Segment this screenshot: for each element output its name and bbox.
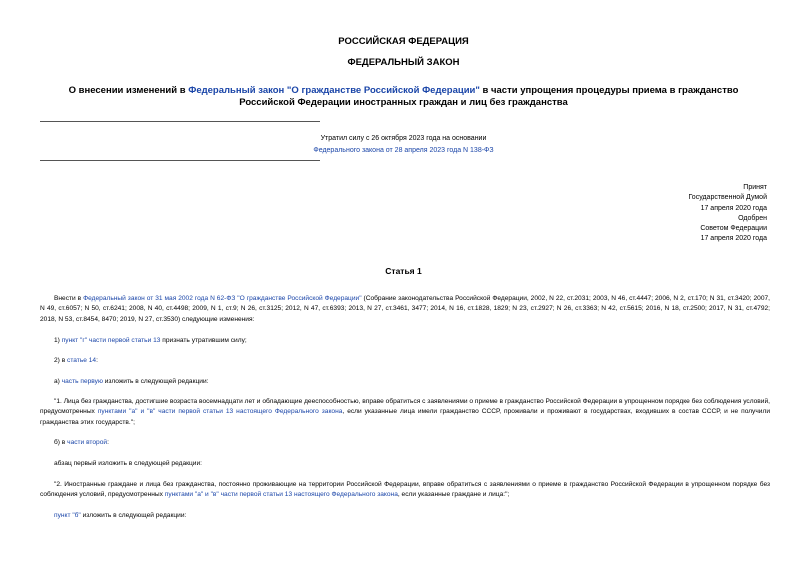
expired-law-link[interactable]: Федерального закона от 28 апреля 2023 года N 138-ФЗ [313,147,494,154]
divider-top [40,121,320,122]
p5-link[interactable]: пунктами "а" и "в" части первой статьи 13 настоящего Федерального закона [97,408,343,416]
p8-prefix: "2. Иностранные граждане и лица без гражданства, постоянно проживающие на территории Российской Федерации, вправе обратиться с заявлениями о приеме в гражданство Российской Федерации в упрощенном порядке без соблюдения условий, предусмотренных [40,481,770,499]
p2-suffix: признать утратившим силу; [160,337,247,344]
p8-link[interactable]: пунктами "а" и "в" части первой статьи 13 настоящего Федерального закона [164,491,398,499]
paragraph-item-a [54,377,754,387]
paragraph-item-b [54,438,754,448]
adopted-by: Государственной Думой [688,194,767,202]
p6-link[interactable]: части второй [67,439,108,446]
divider-bottom [40,160,320,161]
title-suffix: в части упрощения процедуры приема в гражданство Российской Федерации иностранных граждан и лиц без гражданства [239,85,739,108]
expired-text: Утратил силу с 26 октября 2023 года на основании [320,135,487,142]
p4-suffix: изложить в следующей редакции: [102,378,209,385]
law-title [40,85,767,109]
p2-prefix: 1) [54,337,62,344]
paragraph-abzac: абзац первый изложить в следующей редакции: [54,460,202,467]
adopted-date: 17 апреля 2020 года [700,204,767,212]
p3-prefix: 2) в [54,357,68,364]
title-law-link[interactable]: Федеральный закон "О гражданстве Российской Федерации" [188,85,480,96]
p1-law-link[interactable]: Федеральный закон от 31 мая 2002 года N 62-ФЗ "О гражданстве Российской Федерации" [83,295,362,302]
p1-suffix: (Собрание законодательства Российской Федерации, 2002, N 22, ст.2031; 2003, N 46, ст.4447; 2006, N 2, ст.170; N 31, ст.3420; 2007, N 49, ст.6057; N 50, ст.6241; 2008, N 40, ст.4498; 2009, N 1, ст.9; N 26, ст.3125; 2012, N 47, ст.6393; 2013, N 27, ст.3461, 3477; 2014, N 16, ст.1828, 1829; N 23, ст.2927; N 26, ст.3363; N 42, ст.5615; 2016, N 18, ст.2500; 2017, N 31, ст.4792; 2018, N 53, ст.8454, 8470; 2019, N 27, ст.3530) следующие изменения: [40,295,771,323]
p1-prefix: Внести в [54,295,84,302]
paragraph-quote-2 [40,480,770,501]
title-prefix: О внесении изменений в [68,85,189,96]
approved-label: Одобрен [738,214,767,222]
adoption-block [567,183,767,245]
p3-link[interactable]: статье 14 [67,357,97,364]
paragraph-item-2 [54,356,754,366]
p4-link[interactable]: часть первую [61,378,103,385]
p6-suffix: : [107,439,109,446]
p5-suffix: , если указанные лица имели гражданство СССР, проживали и проживают в государствах, входивших в состав СССР, и не получили гражданства этих государств."; [40,408,771,426]
approved-date: 17 апреля 2020 года [700,235,767,243]
p5-prefix: "1. Лица без гражданства, достигшие возраста восемнадцати лет и обладающие дееспособностью, вправе обратиться с заявлениями о приеме в гражданство Российской Федерации в упрощенном порядке без соблюдения условий, предусмотренных [40,398,770,416]
p8-suffix: , если указанные граждане и лица:"; [397,491,510,499]
law-type-heading: ФЕДЕРАЛЬНЫЙ ЗАКОН [347,57,460,68]
country-heading: РОССИЙСКАЯ ФЕДЕРАЦИЯ [338,36,469,47]
p6-prefix: б) в [54,439,68,446]
adopted-label: Принят [743,184,767,191]
p9-link[interactable]: пункт "б" [54,512,81,519]
p2-link[interactable]: пункт "г" части первой статьи 13 [61,337,161,344]
paragraph-punkt-b [54,511,754,521]
p3-suffix: : [96,357,98,364]
p9-suffix: изложить в следующей редакции: [80,512,187,519]
approved-by: Советом Федерации [700,225,767,233]
p4-prefix: а) [54,378,62,385]
paragraph-item-1 [54,336,754,346]
paragraph-quote-1 [40,397,770,428]
paragraph-intro [40,294,770,325]
article-heading: Статья 1 [385,266,422,276]
expired-notice [250,133,557,157]
